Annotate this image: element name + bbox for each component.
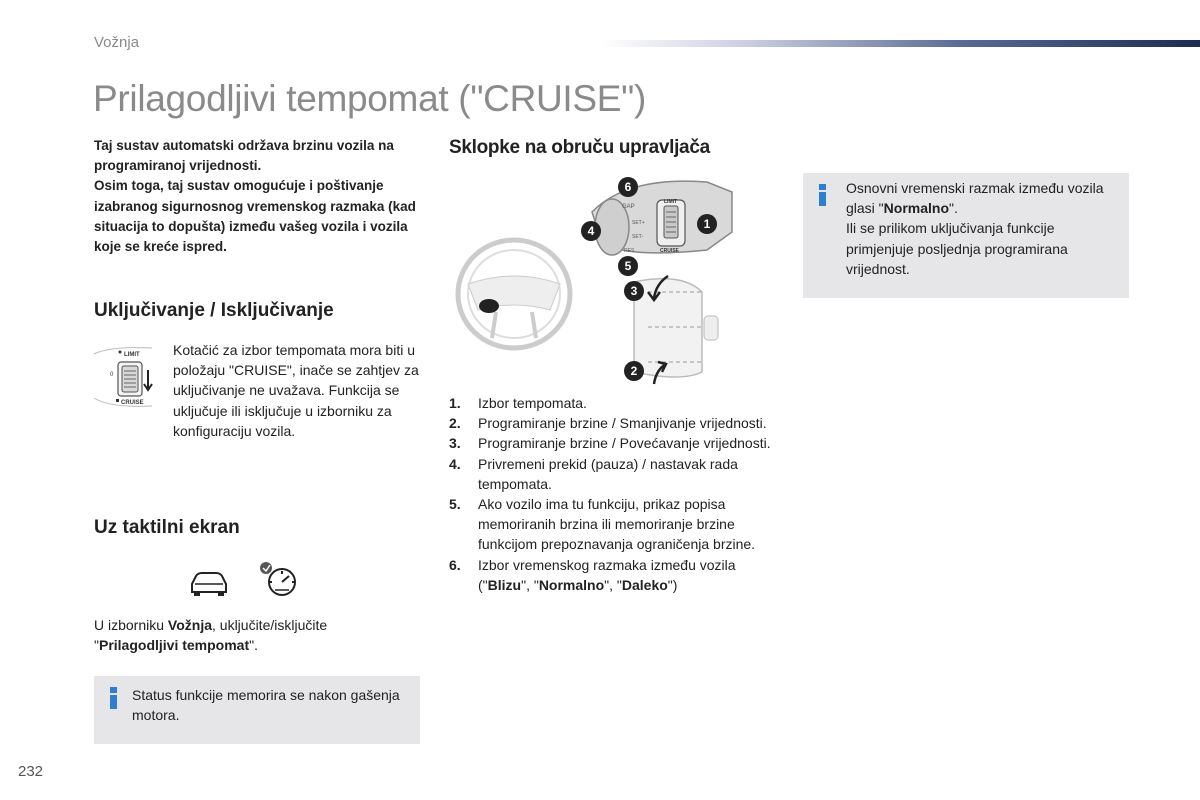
list-item: 6. Izbor vremenskog razmaka između vozila ("Blizu", "Normalno", "Daleko") xyxy=(449,556,736,593)
callout-6: 6 xyxy=(624,180,632,194)
info-icon xyxy=(109,687,118,709)
cruise-selector-figure xyxy=(90,340,168,412)
speedometer-icon xyxy=(260,562,295,595)
steering-switches-diagram xyxy=(452,172,782,392)
fig-label-set-plus: SET+ xyxy=(632,220,645,226)
fig-label-cruise: CRUISE xyxy=(660,248,679,254)
header-bar xyxy=(600,40,1200,47)
on-off-heading: Uključivanje / Isključivanje xyxy=(94,300,334,321)
steering-wheel-icon xyxy=(458,240,570,348)
intro-paragraph-1: Taj sustav automatski održava brzinu vozila na programiranoj vrijednosti. xyxy=(94,138,394,174)
touch-text: U izborniku Vožnja, uključite/isključite "Prilagodljivi tempomat". xyxy=(94,617,328,654)
callout-4: 4 xyxy=(587,224,595,238)
callout-5: 5 xyxy=(624,259,632,273)
page-title: Prilagodljivi tempomat ("CRUISE") xyxy=(93,78,647,119)
list-item: 4. Privremeni prekid (pauza) / nastavak rada tempomata. xyxy=(449,455,738,492)
list-item: 1. Izbor tempomata. xyxy=(449,395,587,411)
note-memory-text: Status funkcije memorira se nakon gašenja motora. xyxy=(132,687,400,724)
fig-label-limit: LIMIT xyxy=(664,199,678,205)
menu-name: Vožnja xyxy=(167,617,212,633)
on-off-text: Kotačić za izbor tempomata mora biti u položaju "CRUISE", inače se zahtjev za uključivanje ne uvažava. Funkcija se uključuje ili isključuje u izborniku za konfiguraciju vozila. xyxy=(173,342,419,439)
fig-label-cruise: CRUISE xyxy=(121,400,144,406)
fig-label-res: RES xyxy=(624,248,635,254)
list-item: 3. Programiranje brzine / Povećavanje vrijednosti. xyxy=(449,435,771,452)
page-number: 232 xyxy=(18,763,44,780)
note-box-gap xyxy=(803,173,1129,298)
fig-label-limit: LIMIT xyxy=(124,352,140,358)
callout-1: 1 xyxy=(703,217,711,231)
list-item: 2. Programiranje brzine / Smanjivanje vrijednosti. xyxy=(449,415,767,432)
fig-label-zero: 0 xyxy=(110,372,114,378)
list-item: 5. Ako vozilo ima tu funkciju, prikaz popisa memoriranih brzina ili memoriranje brzine funkcijom prepoznavanja ograničenja brzine. xyxy=(449,496,756,553)
note-box-memory xyxy=(94,676,420,744)
car-icon xyxy=(192,573,226,596)
callout-2: 2 xyxy=(630,364,638,378)
section-label: Vožnja xyxy=(94,34,140,51)
touch-heading: Uz taktilni ekran xyxy=(94,517,240,538)
switches-list xyxy=(449,393,779,595)
intro-text xyxy=(94,136,424,257)
info-icon xyxy=(818,184,827,206)
note-gap-text: Osnovni vremenski razmak između vozila glasi "Normalno". Ili se prilikom uključivanja funkcije primjenjuje posljednja programirana vrijednost. xyxy=(846,180,1104,277)
menu-item-name: Prilagodljivi tempomat xyxy=(98,637,250,654)
intro-paragraph-2: Osim toga, taj sustav omogućuje i poštivanje izabranog sigurnosnog vremenskog razmaka (kad situacija to dopušta) između vašeg vozila i vozila koje se kreće ispred. xyxy=(94,178,416,255)
callout-3: 3 xyxy=(630,284,638,298)
touch-icons xyxy=(186,560,306,600)
fig-label-set-minus: SET- xyxy=(632,234,644,240)
switches-heading: Sklopke na obruču upravljača xyxy=(449,137,710,158)
fig-label-gap: GAP xyxy=(622,204,635,210)
